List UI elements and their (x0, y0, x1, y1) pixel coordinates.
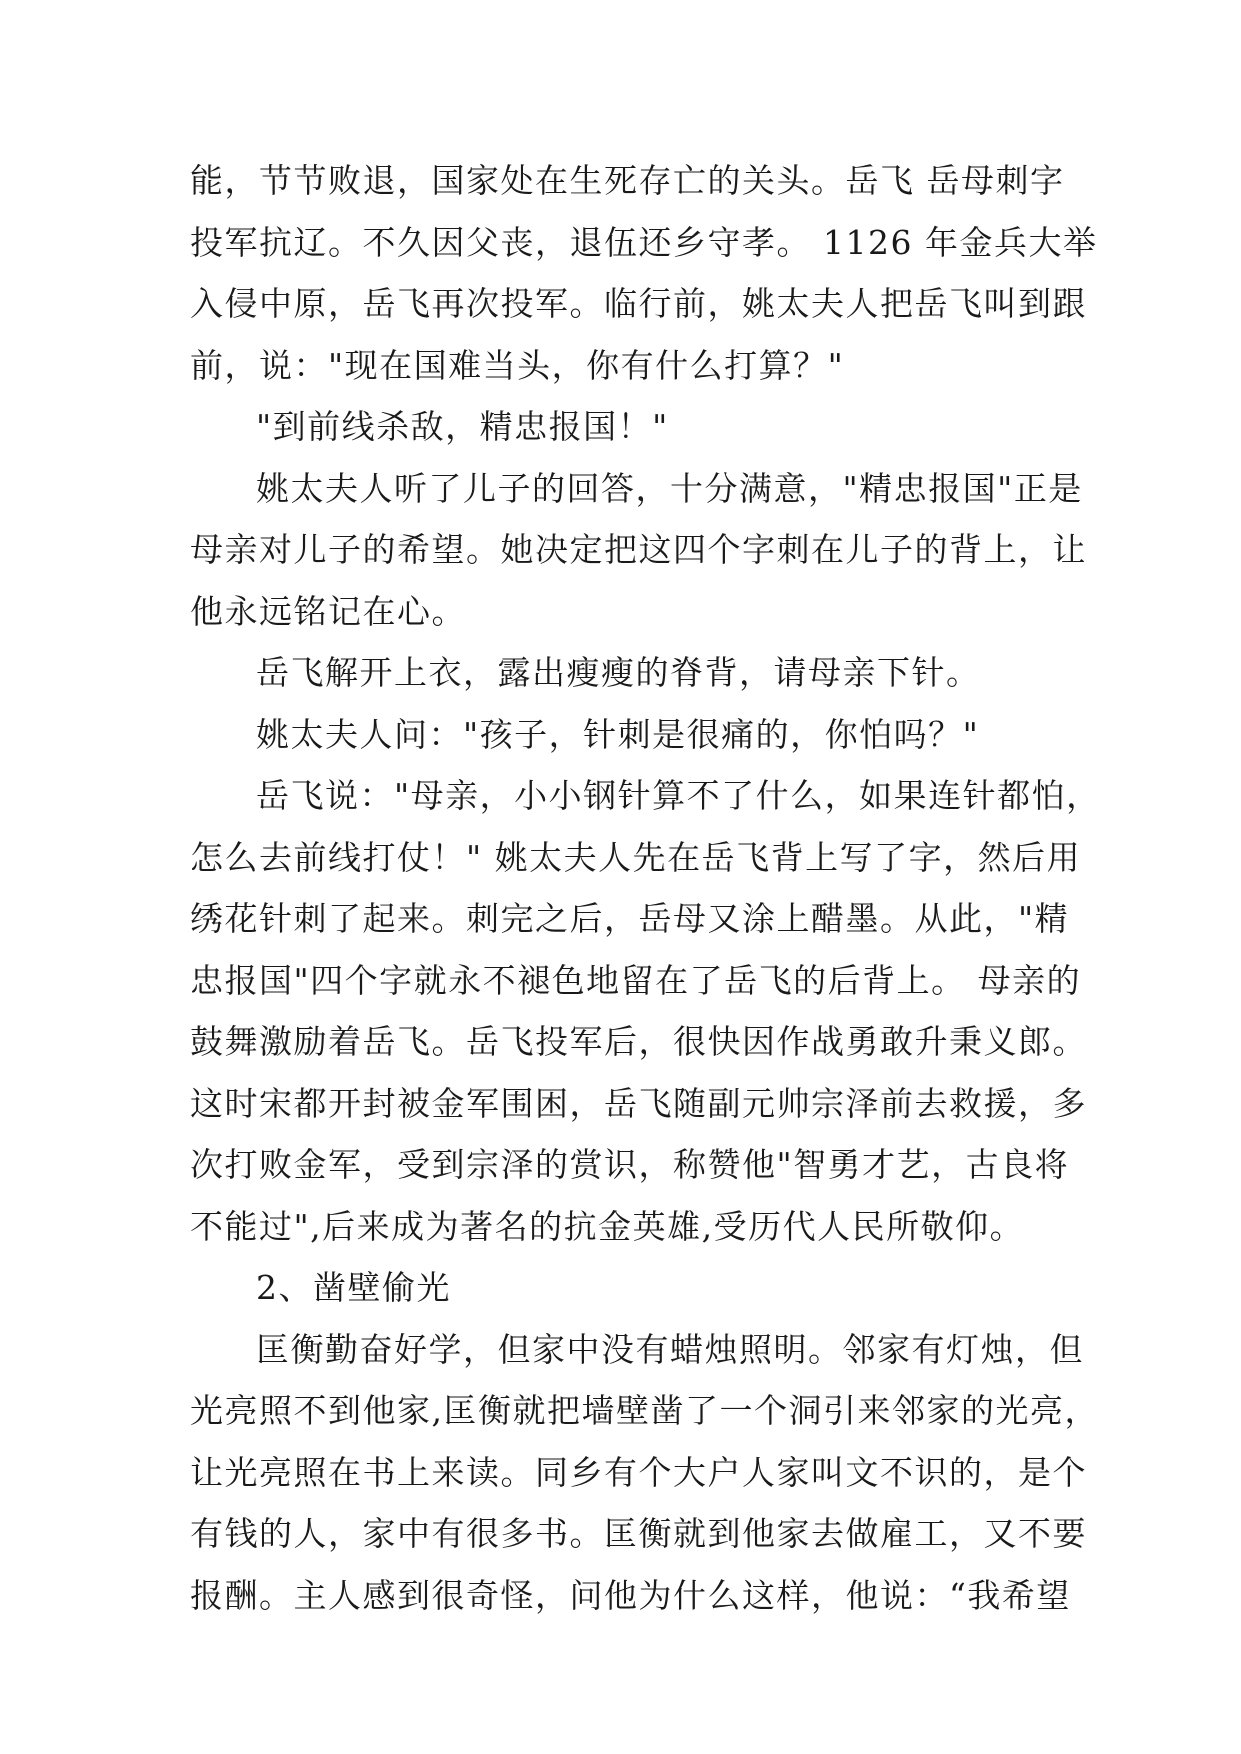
text-line: 他永远铭记在心。 (190, 591, 466, 631)
text-line: 这时宋都开封被金军围困，岳飞随副元帅宗泽前去救援，多 (190, 1083, 1087, 1123)
text-line: 前，说："现在国难当头，你有什么打算？" (190, 345, 845, 385)
text-line: 投军抗辽。不久因父丧，退伍还乡守孝。 1126 年金兵大举 (190, 222, 1098, 262)
section-heading: 2、凿壁偷光 (256, 1268, 451, 1307)
text-line: 入侵中原，岳飞再次投军。临行前，姚太夫人把岳飞叫到跟 (190, 284, 1087, 323)
text-line: 次打败金军，受到宗泽的赏识，称赞他"智勇才艺，古良将 (190, 1145, 1070, 1184)
text-line: 岳飞解开上衣，露出瘦瘦的脊背，请母亲下针。 (256, 653, 981, 692)
text-line: 鼓舞激励着岳飞。岳飞投军后，很快因作战勇敢升秉义郎。 (190, 1022, 1087, 1061)
text-line: 姚太夫人听了儿子的回答，十分满意，"精忠报国"正是 (256, 468, 1083, 508)
text-line: 不能过",后来成为著名的抗金英雄,受历代人民所敬仰。 (190, 1206, 1025, 1246)
text-column (190, 150, 1101, 1626)
text-line: 怎么去前线打仗！" 姚太夫人先在岳飞背上写了字，然后用 (190, 837, 1082, 877)
text-line: 让光亮照在书上来读。同乡有个大户人家叫文不识的，是个 (190, 1452, 1087, 1492)
text-line: 光亮照不到他家,匡衡就把墙壁凿了一个洞引来邻家的光亮， (190, 1391, 1099, 1430)
text-line: 姚太夫人问："孩子，针刺是很痛的，你怕吗？" (256, 714, 980, 754)
text-line: 母亲对儿子的希望。她决定把这四个字刺在儿子的背上，让 (190, 530, 1087, 569)
text-line: 忠报国"四个字就永不褪色地留在了岳飞的后背上。 母亲的 (190, 960, 1082, 1000)
text-line: 能，节节败退，国家处在生死存亡的关头。岳飞 岳母刺字 (190, 161, 1065, 200)
text-line: 匡衡勤奋好学，但家中没有蜡烛照明。邻家有灯烛，但 (256, 1329, 1084, 1369)
text-line: 有钱的人，家中有很多书。匡衡就到他家去做雇工，又不要 (190, 1514, 1087, 1553)
text-line: 报酬。主人感到很奇怪，问他为什么这样，他说：“我希望 (190, 1575, 1071, 1615)
text-line: 岳飞说："母亲，小小钢针算不了什么，如果连针都怕， (256, 776, 1101, 815)
text-line: "到前线杀敌，精忠报国！" (256, 407, 669, 446)
text-line: 绣花针刺了起来。刺完之后，岳母又涂上醋墨。从此，"精 (190, 899, 1070, 938)
